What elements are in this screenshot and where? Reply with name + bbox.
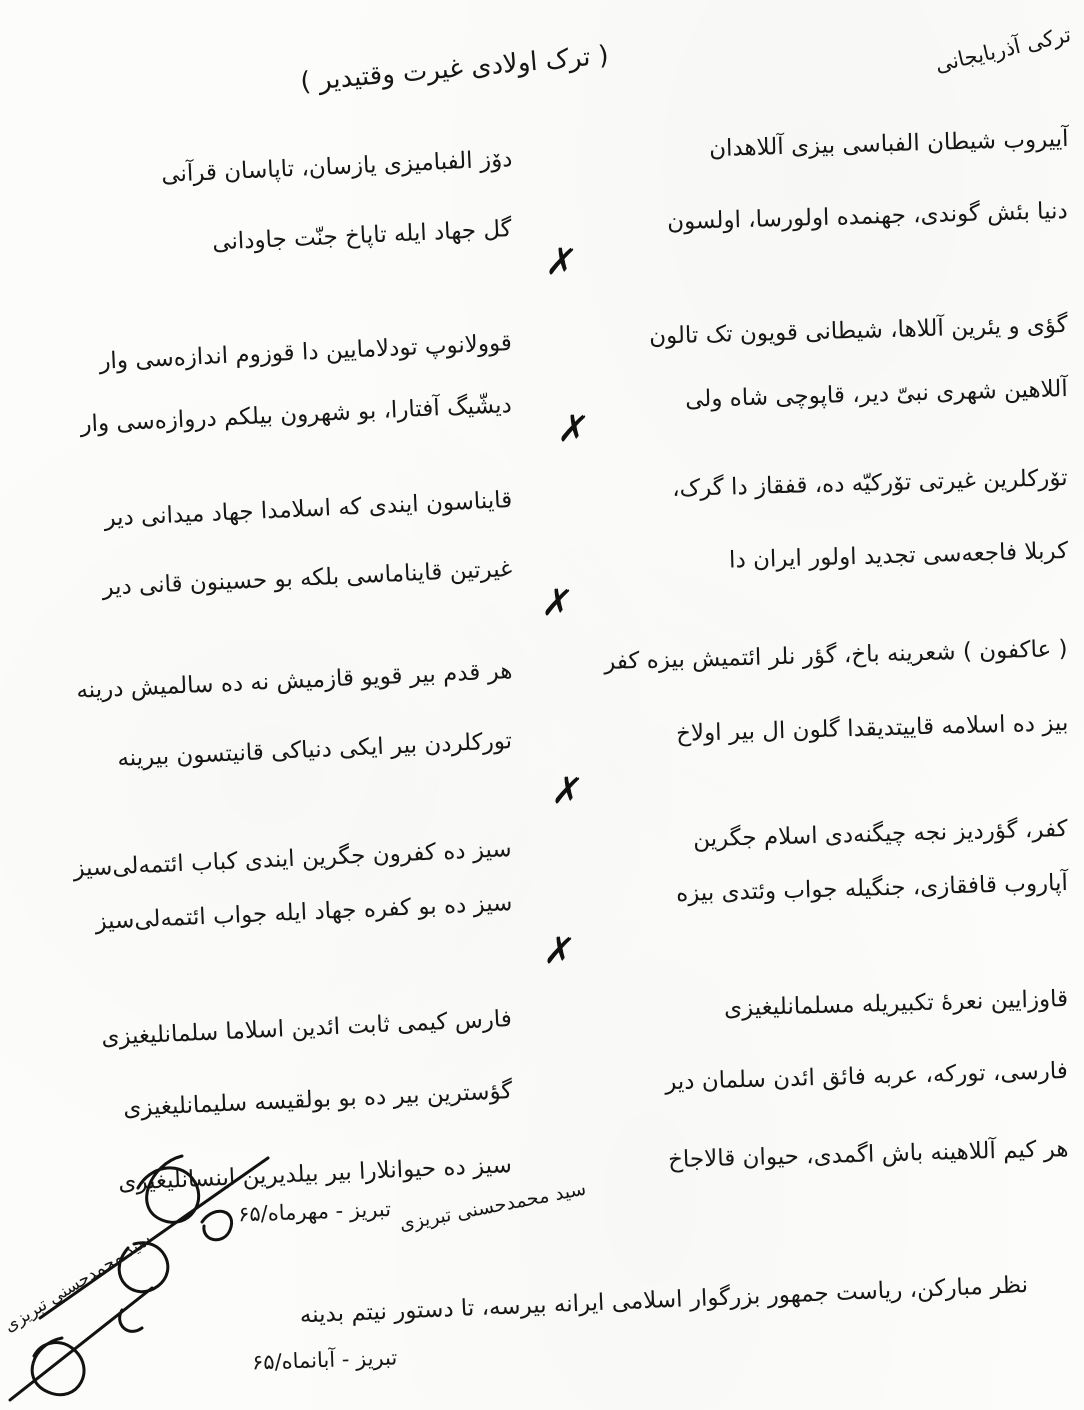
corner-note: ترکی آذربایجانی [932,22,1073,77]
colophon-line [237,1177,602,1236]
hemistich: تۆرکلرین غیرتی تۆرکیّه ده، قفقاز دا گرک، [672,465,1069,503]
hemistich: هر قدم بیر قویو قازمیش نه ده سالمیش درینه [75,658,513,704]
hemistich: کفر، گؤردیز نجه چیگنه‌دی اسلام جگرین [693,816,1069,853]
hemistich: هر کیم آللاهینه باش اگمدی، حیوان قالاجاخ [667,1136,1069,1174]
hemistich: گل جهاد ایله تاپاخ جنّت جاودانی [211,216,513,256]
place-date: تبریز - مهرماه/۶۵ [237,1197,392,1227]
hemistich: آییروب شیطان الفباسی بیزی آللاهدان [708,126,1069,163]
stanza-divider-x-icon: ✗ [543,236,580,288]
hemistich: گؤسترین بیر ده بو بولقیسه سلیمانلیغیزی [122,1078,513,1122]
hemistich: سیز ده کفرون جگرین ایندی کباب ائتمه‌لی‌سیز [73,836,513,882]
poem-title: ( ترک اولادی غیرت وقتیدیر ) [299,40,610,98]
hemistich: تورکلردن بیر ایکی دنیاکی قانیتسون بیرینه [116,728,513,772]
hemistich: بیز ده اسلامه قاییتدیقدا گلون ال بیر اولاخ [675,710,1069,747]
hemistich: قاوزایین نعرهٔ تکبیریله مسلمانلیغیزی [723,986,1069,1022]
hemistich: قایناسون ایندی که اسلامدا جهاد میدانی دیر [103,487,513,532]
hemistich: دیشّیگ آفتارا، بو شهرون بیلکم دروازه‌سی وار [80,392,513,438]
hemistich: سیز ده بو کفره جهاد ایله جواب ائتمه‌لی‌سیز [94,890,513,935]
hemistich: فارسی، تورکه، عربه فائق ائدن سلمان دیر [664,1058,1069,1096]
dedication-note: نظر مبارکن، ریاست جمهور بزرگوار اسلامی ایرانه بیرسه، تا دستور نیتم بدینه [299,1272,1029,1329]
hemistich: آپاروب قافقازی، جنگیله جواب وئتدی بیزه [675,870,1069,907]
hemistich: قوولانوپ تودلامایین دا قوزوم اندازه‌سی وار [98,330,513,375]
hemistich: سیز ده حیوانلارا بیر بیلدیرین اینسانلیغیزی [117,1152,513,1196]
hemistich: فارس کیمی ثابت ائدین اسلاما سلمانلیغیزی [100,1006,513,1051]
hemistich: دۆز الفبامیزی یازسان، تاپاسان قرآنی [160,146,513,188]
place-date: تبریز - آبانماه/۶۵ [251,1345,398,1375]
hemistich: کربلا فاجعه‌سی تجدید اولور ایران دا [728,538,1069,574]
stanza-divider-x-icon: ✗ [541,925,578,977]
signature-name: سید محمدحسنی تبریزی [397,1177,588,1236]
stanza-divider-x-icon: ✗ [539,577,576,629]
colophon-line [252,1345,398,1374]
signature-name: سید محمدحسنی تبریزی [0,1229,156,1337]
signature-flourish [0,1282,160,1410]
hemistich: ( عاکفون ) شعرینه باخ، گؤر نلر ائتمیش بیزه کفر [604,636,1069,675]
stanza-divider-x-icon: ✗ [555,403,592,455]
stanza-divider-x-icon: ✗ [549,765,586,817]
hemistich: گؤی و یئرین آللاها، شیطانی قویون تک تالون [649,312,1069,350]
hemistich: آللاهین شهری نبیّ دیر، قاپوچی شاه ولی [685,376,1069,413]
hemistich: دنیا بئش گوندی، جهنمده اولورسا، اولسون [667,198,1069,236]
hemistich: غیرتین قایناماسی بلکه بو حسینون قانی دیر [101,556,513,601]
